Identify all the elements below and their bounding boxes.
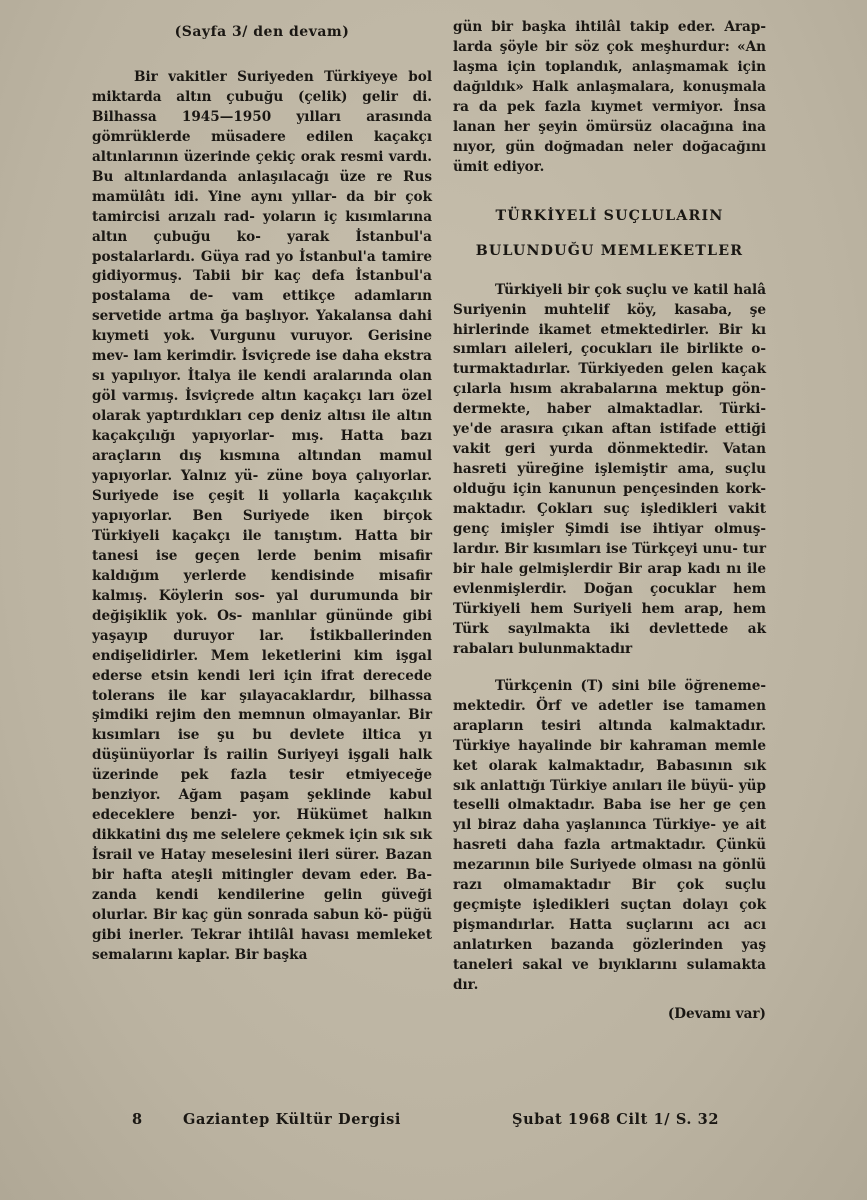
left-column: [92, 18, 432, 966]
issue-info: Şubat 1968 Cilt 1/ S. 32: [512, 1111, 720, 1128]
section-heading-line: BULUNDUĞU MEMLEKETLER: [475, 242, 744, 259]
continuation-header: (Sayfa 3/ den devam): [174, 24, 350, 40]
paragraph-gap: [453, 660, 766, 677]
article-paragraph: Türkçenin (T) sini bile öğreneme- mektedir. Örf ve adetler ise tamamen arapların tesiri altında kalmaktadır. Türkiye hayalinde bir kahraman memle ket olarak kalmaktadır, Babasının sık sık anlattığı Türkiye anıları ile büyü- yüp teselli olmaktadır. Baba ise her ge çen yıl biraz daha yaşlanınca Türkiye- ye ait hasreti daha fazla artmaktadır. Çünkü mezarının bile Suriyede olması na gönlü razı olmamaktadır Bir çok suçlu geçmişte işledikleri suçtan dolayı çok pişmandırlar. Hatta suçlarını acı acı anlatırken bazanda gözlerinden yaş taneleri sakal ve bıyıklarını sulamakta dır.: [453, 677, 766, 994]
article-paragraph: Türkiyeli bir çok suçlu ve katil halâ Suriyenin muhtelif köy, kasaba, şe hirlerinde ikamet etmektedirler. Bir kı sımları aileleri, çocukları ile birlikte o- turmaktadırlar. Türkiyeden gelen kaçak çılarla hısım akrabalarına mektup gön- dermekte, haber almaktadlar. Türki- ye'de arasıra çıkan aftan istifade ettiği vakit geri yurda dönmektedir. Vatan hasreti yüreğine işlemiştir ama, suçlu olduğu için kanunun pençesinden kork- maktadır. Çokları suç işledikleri vakit genç imişler Şimdi ise ihtiyar olmuş- lardır. Bir kısımları ise Türkçeyi unu- tur bir hale gelmişlerdir Bir arap kadı nı ile evlenmişlerdir. Doğan çocuklar hem Türkiyeli hem Suriyeli hem arap, hem Türk sayılmakta iki devlettede ak rabaları bulunmaktadır: [453, 281, 766, 657]
section-heading: [453, 206, 766, 261]
continued-note: (Devamı var): [667, 1005, 766, 1022]
section-heading-line: TÜRKİYELİ SUÇLULARIN: [495, 207, 724, 224]
right-column: [453, 18, 766, 1025]
magazine-name: Gaziantep Kültür Dergisi: [183, 1111, 401, 1128]
article-paragraph: gün bir başka ihtilâl takip eder. Arap- larda şöyle bir söz çok meşhurdur: «An laşma için toplandık, anlaşmamak için dağıldık» Halk anlaşmalara, konuşmala ra da pek fazla kıymet vermiyor. İnsa lanan her şeyin ömürsüz olacağına ina nıyor, gün doğmadan neler doğacağını ümit ediyor.: [453, 19, 766, 175]
page-number: 8: [132, 1111, 143, 1128]
article-paragraph: Bir vakitler Suriyeden Türkiyeye bol miktarda altın çubuğu (çelik) gelir di. Bilhassa 1945—1950 yılları arasında gömrüklerde müsadere edilen kaçakçı altınlarının üzerinde çekiç orak resmi vardı. Bu altınlardanda anlaşılacağı üze re Rus mamülâtı idi. Yine aynı yıllar- da bir çok tamircisi arızalı rad- yoların iç kısımlarına altın çubuğu ko- yarak İstanbul'a postalarlardı. Güya rad yo İstanbul'a tamire gidiyormuş. Tabii bir kaç defa İstanbul'a postalama de- vam ettikçe adamların servetide artma ğa başlıyor. Yakalansa dahi kıymeti yok. Vurgunu vuruyor. Gerisine mev- lam kerimdir. İsviçrede ise daha ekstra sı yapılıyor. İtalya ile kendi aralarında olan göl varmış. İsviçrede altın kaçakçı ları özel olarak yaptırdıkları cep deniz altısı ile altın kaçakçılığı yapıyorlar- mış. Hatta bazı araçların dış kısmına altından mamul yapıyorlar. Yalnız yü- züne boya çalıyorlar. Suriyede ise çeşit li yollarla kaçakçılık yapıyorlar. Ben Suriyede iken birçok Türkiyeli kaçakçı ile tanıştım. Hatta bir tanesi ise geçen lerde benim misafir kaldığım yerlerde kendisinde misafir kalmış. Köylerin sos- yal durumunda bir değişiklik yok. Os- manlılar gününde gibi yaşayıp duruyor lar. İstikballerinden endişelidirler. Mem leketlerini kim işgal ederse etsin kendi leri için ifrat derecede tolerans ile kar şılayacaklardır, bilhassa şimdiki rejim den memnun olmayanlar. Bir kısımları ise şu bu devlete iltica yı düşünüyorlar İs railin Suriyeyi işgali halk üzerinde pek fazla tesir etmiyeceğe benziyor. Ağam paşam şeklinde kabul edeceklere benzi- yor. Hükümet halkın dikkatini dış me selelere çekmek için sık sık İsrail ve Hatay meselesini ileri sürer. Bazan bir hafta ateşli mitingler devam eder. Ba- zanda kendi kendilerine gelin güveği olurlar. Bir kaç gün sonrada sabun kö- püğü gibi inerler. Tekrar ihtilâl havası memleket semalarını kaplar. Bir başka: [92, 68, 432, 963]
